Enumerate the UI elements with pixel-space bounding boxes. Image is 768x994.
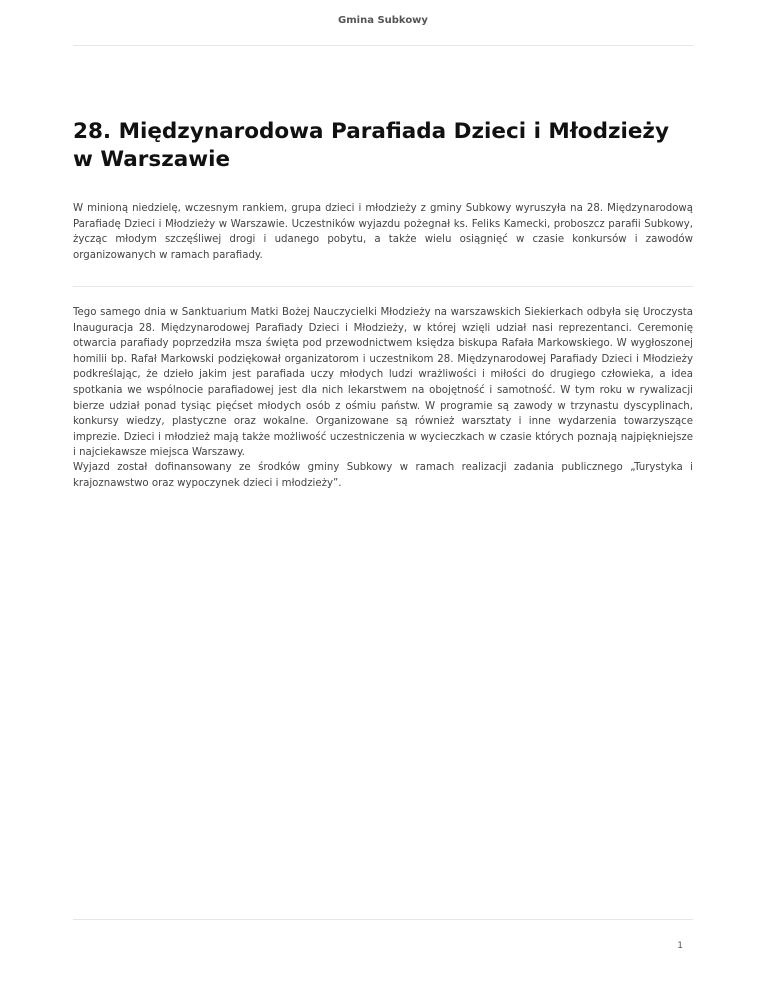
article-intro: W minioną niedzielę, wczesnym rankiem, grupa dzieci i młodzieży z gminy Subkowy wyruszyła na 28. Międzynarodową Parafiadę Dzieci i Młodzieży w Warszawie. Uczestników wyjazdu pożegnał ks. Feliks Kamecki, proboszcz parafii Subkowy, życząc młodym szczęśliwej drogi i udanego pobytu, a także wielu osiągnięć w czasie konkursów i zawodów organizowanych w ramach parafiady. xyxy=(73,203,693,261)
footer-divider xyxy=(73,919,693,920)
intro-divider xyxy=(73,286,693,287)
site-header: Gmina Subkowy xyxy=(338,15,428,26)
document-page xyxy=(73,0,693,994)
article-paragraph: Tego samego dnia w Sanktuarium Matki Bożej Nauczycielki Młodzieży na warszawskich Siekierkach odbyła się Uroczysta Inauguracja 28. Międzynarodowej Parafiady Dzieci i Młodzieży, w której wzięli udział nasi reprezentanci. Ceremonię otwarcia parafiady poprzedziła msza święta pod przewodnictwem księdza biskupa Rafała Markowskiego. W wygłoszonej homilii bp. Rafał Markowski podziękował organizatorom i uczestnikom 28. Międzynarodowej Parafiady Dzieci i Młodzieży podkreślając, że dzieło jakim jest parafiada uczy młodych ludzi wrażliwości i miłości do drugiego człowieka, a idea spotkania we wspólnocie parafiadowej jest dla nich lekarstwem na obojętność i samotność. W tym roku w rywalizacji bierze udział ponad tysiąc pięćset młodych osób z ośmiu państw. W programie są zawody w trzynastu dyscyplinach, konkursy wiedzy, plastyczne oraz wokalne. Organizowane są również warsztaty i inne wydarzenia towarzyszące imprezie. Dzieci i młodzież mają także możliwość uczestniczenia w wycieczkach w czasie których poznają najpiękniejsze i najciekawsze miejsca Warszawy. xyxy=(73,307,693,459)
page-number: 1 xyxy=(677,941,683,951)
header-divider xyxy=(73,45,693,46)
article-title: 28. Międzynarodowa Parafiada Dzieci i Młodzieży w Warszawie xyxy=(73,119,669,172)
article-paragraph: Wyjazd został dofinansowany ze środków gminy Subkowy w ramach realizacji zadania publicznego „Turystyka i krajoznawstwo oraz wypoczynek dzieci i młodzieży”. xyxy=(73,462,693,489)
